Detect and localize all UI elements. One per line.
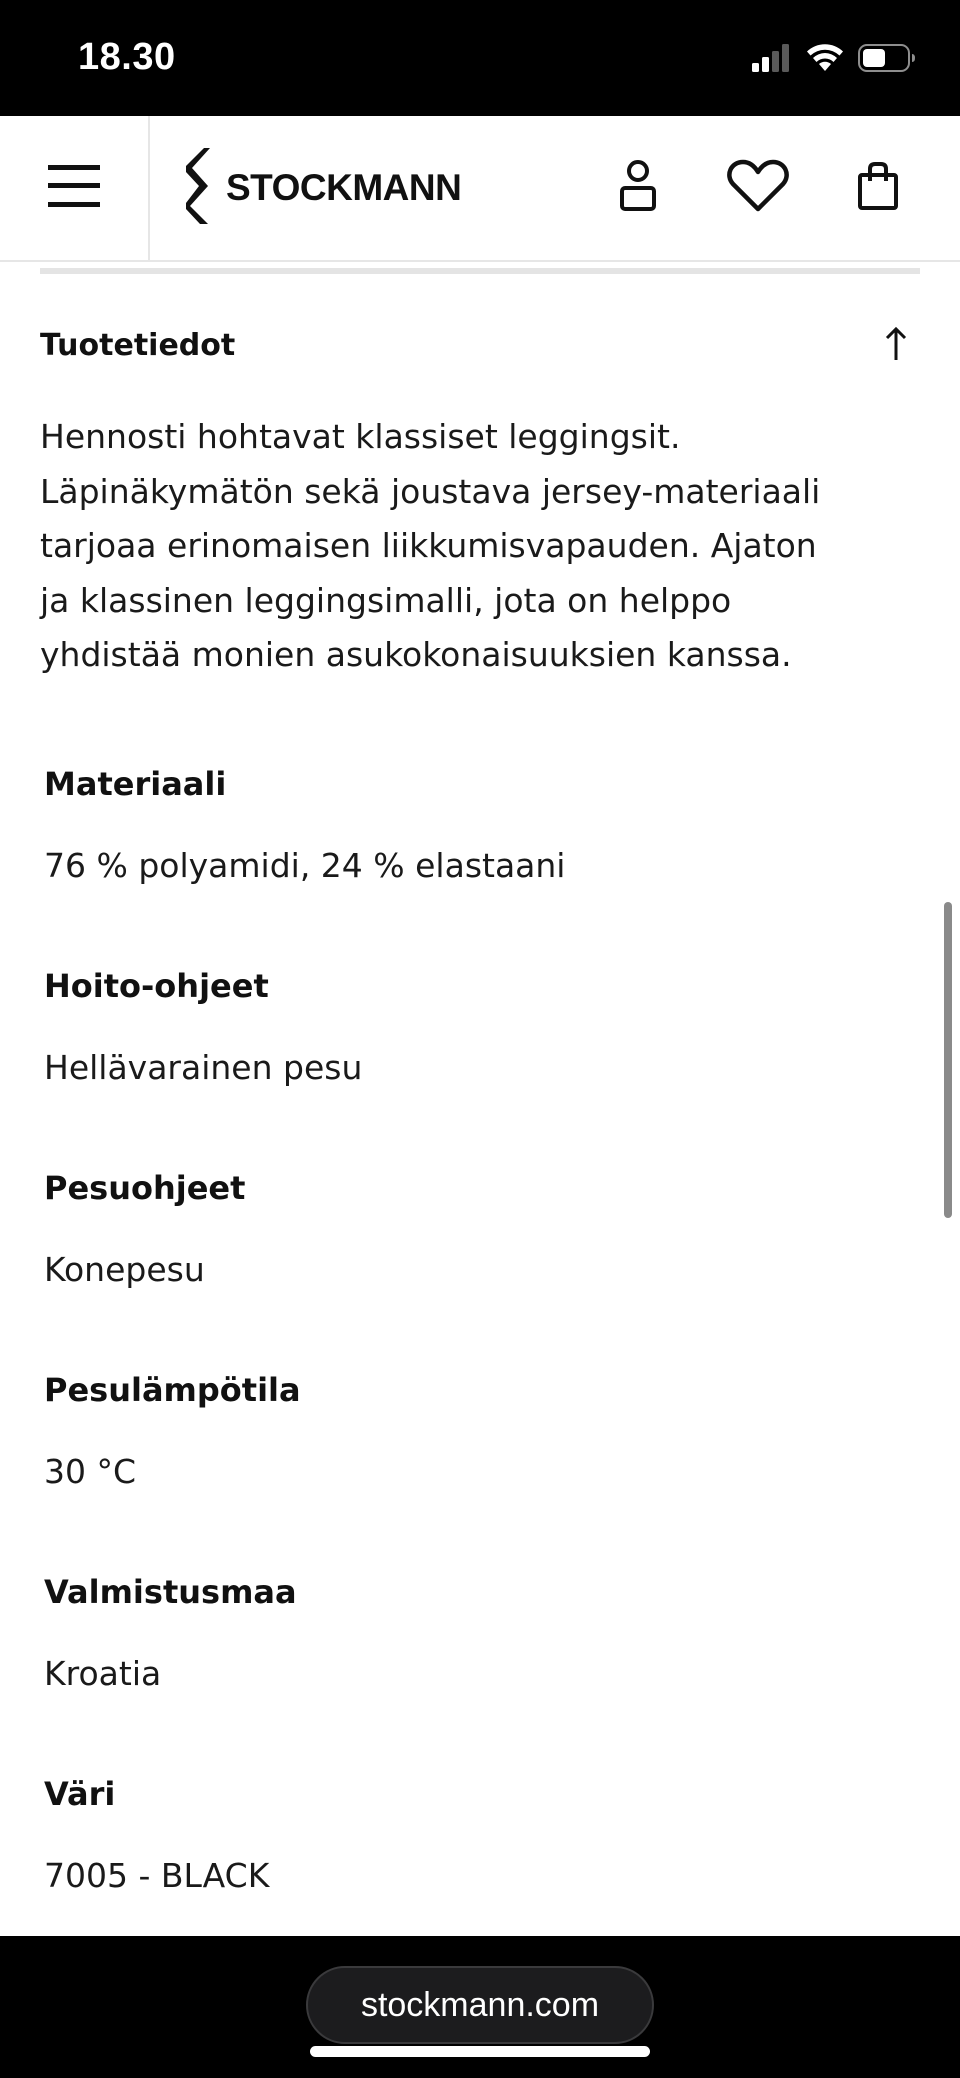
stockmann-logo[interactable] [186,148,461,228]
hamburger-menu-icon [48,165,100,211]
detail-label: Materiaali [44,765,227,803]
wishlist-button[interactable] [726,156,790,220]
detail-value: Konepesu [44,1250,205,1289]
account-button[interactable] [606,156,670,220]
menu-button[interactable] [0,116,150,260]
arrow-up-icon [885,326,907,366]
detail-label: Väri [44,1775,116,1813]
description-line: yhdistää monien asukokonaisuuksien kanssa. [40,635,792,674]
detail-color [44,1774,904,1896]
status-icons [752,44,916,76]
section-title: Tuotetiedot [40,328,236,363]
status-time: 18.30 [78,36,176,78]
detail-value: 76 % polyamidi, 24 % elastaani [44,846,566,885]
cellular-signal-icon [752,44,792,76]
detail-washing-temperature [44,1370,904,1492]
home-indicator[interactable] [310,2046,650,2057]
detail-country-of-origin [44,1572,904,1694]
scrollbar[interactable] [944,902,952,1218]
description-line: Läpinäkymätön sekä joustava jersey-materiaali [40,471,821,511]
collapse-button[interactable] [872,318,920,374]
detail-value: 7005 - BLACK [44,1856,270,1895]
detail-label: Pesulämpötila [44,1371,301,1409]
heart-icon [727,159,789,217]
detail-washing-instructions [44,1168,904,1290]
product-description [40,410,920,683]
battery-icon [858,44,916,76]
status-bar [0,0,960,116]
detail-care-instructions [44,966,904,1088]
detail-value: 30 °C [44,1452,137,1491]
wifi-icon [806,44,844,76]
site-header [0,116,960,262]
detail-value: Hellävarainen pesu [44,1048,363,1087]
detail-material [44,764,904,886]
section-divider [40,268,920,274]
detail-label: Hoito-ohjeet [44,967,269,1005]
address-bar[interactable]: stockmann.com [306,1966,654,2044]
detail-label: Pesuohjeet [44,1169,246,1207]
description-line: Hennosti hohtavat klassiset leggingsit. [40,417,681,456]
product-details [0,262,960,1936]
brand-name: STOCKMANN [226,167,462,208]
description-line: ja klassinen leggingsimalli, jota on helppo [40,580,732,620]
shopping-bag-icon [857,161,899,215]
description-line: tarjoaa erinomaisen liikkumisvapauden. Ajaton [40,526,817,565]
detail-value: Kroatia [44,1654,162,1693]
cart-button[interactable] [846,156,910,220]
detail-label: Valmistusmaa [44,1573,297,1611]
accordion-header[interactable] [40,318,920,378]
user-icon [618,160,658,216]
stockmann-logo-mark-icon [186,148,212,228]
